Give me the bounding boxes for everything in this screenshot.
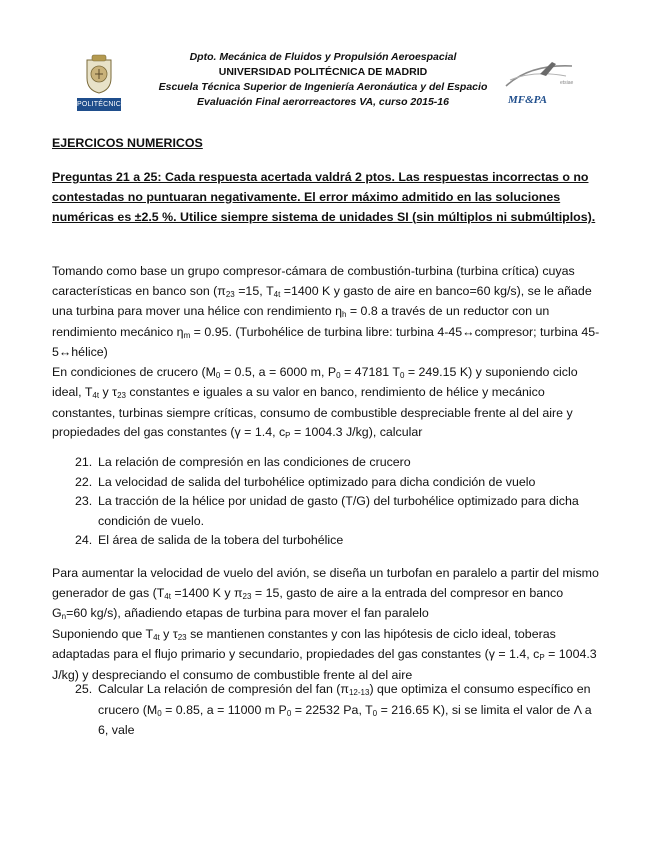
list-item: 22. La velocidad de salida del turbohélice optimizado para dicha condición de vuelo <box>75 474 536 489</box>
list-item: 25. Calcular La relación de compresión del fan (π12-13) que optimiza el consumo específico en crucero (M0 = 0.85, a = 11000 m P0 = 22532 Pa, T0 = 216.65 K), si se limita el valor de Λ a 6, vale <box>75 682 592 737</box>
list-item: 21. La relación de compresión en las condiciones de crucero <box>75 455 411 469</box>
mfpa-swoosh-icon <box>500 56 580 94</box>
header-exam: Evaluación Final aerorreactores VA, curso 2015-16 <box>197 96 449 108</box>
upm-logo-label: POLITÉCNICA <box>77 98 121 111</box>
section-title: EJERCICOS NUMERICOS <box>52 136 203 150</box>
header-university: UNIVERSIDAD POLITÉCNICA DE MADRID <box>218 66 428 78</box>
list-item: 23. La tracción de la hélice por unidad de gasto (T/G) del turbohélice optimizado para dicha condición de vuelo. <box>75 494 579 528</box>
question-list-1 <box>75 453 600 551</box>
scoring-rules: Preguntas 21 a 25: Cada respuesta acertada valdrá 2 ptos. Las respuestas incorrectas o no contestadas no puntuaran negativamente. El error máximo admitido en las soluciones numéricas es ±2.5 %. Utilice siempre sistema de unidades SI (sin múltiplos ni submúltiplos). <box>52 170 596 224</box>
question-list-2 <box>75 680 600 741</box>
svg-text:etsiae: etsiae <box>560 80 574 86</box>
list-item: 24. El área de salida de la tobera del turbohélice <box>75 533 344 547</box>
problem-statement-1: Tomando como base un grupo compresor-cámara de combustión-turbina (turbina crítica) cuyas características en banco son (π23 =15, T4t =1400 K y gasto de aire en banco=60 kg/s), se le añade una turbina para mover una hélice con rendimiento ηh = 0.8 a través de un reductor con un rendimiento mecánico ηm = 0.95. (Turbohélice de turbina libre: turbina 4-45↔compresor; turbina 45-5↔hélice) En condiciones de crucero (M0 = 0.5, a = 6000 m, P0 = 47181 T0 = 249.15 K) y suponiendo ciclo ideal, T4t y τ23 constantes e iguales a su valor en banco, rendimiento de hélice y mecánico constantes, turbinas siempre críticas, consumo de combustible despreciable frente al del aire y propiedades del gas constantes (γ = 1.4, cP = 1004.3 J/kg), calcular <box>52 264 600 440</box>
mfpa-logo <box>500 56 580 108</box>
mfpa-logo-label: MF&PA <box>508 94 547 106</box>
header-department: Dpto. Mecánica de Fluidos y Propulsión Aeroespacial <box>189 51 457 63</box>
problem-statement-2: Para aumentar la velocidad de vuelo del avión, se diseña un turbofan en paralelo a partir del mismo generador de gas (T4t =1400 K y π23 = 15, gasto de aire a la entrada del compresor en banco Gn=60 kg/s), añadiendo etapas de turbina para mover el fan paralelo Suponiendo que T4t y τ23 se mantienen constantes y con las hipótesis de ciclo ideal, toberas adaptadas para el flujo primario y secundario, propiedades del gas constantes (γ = 1.4, cP = 1004.3 J/kg) y despreciando el consumo de combustible frente al del aire <box>52 566 599 682</box>
header-school: Escuela Técnica Superior de Ingeniería Aeronáutica y del Espacio <box>158 81 488 93</box>
